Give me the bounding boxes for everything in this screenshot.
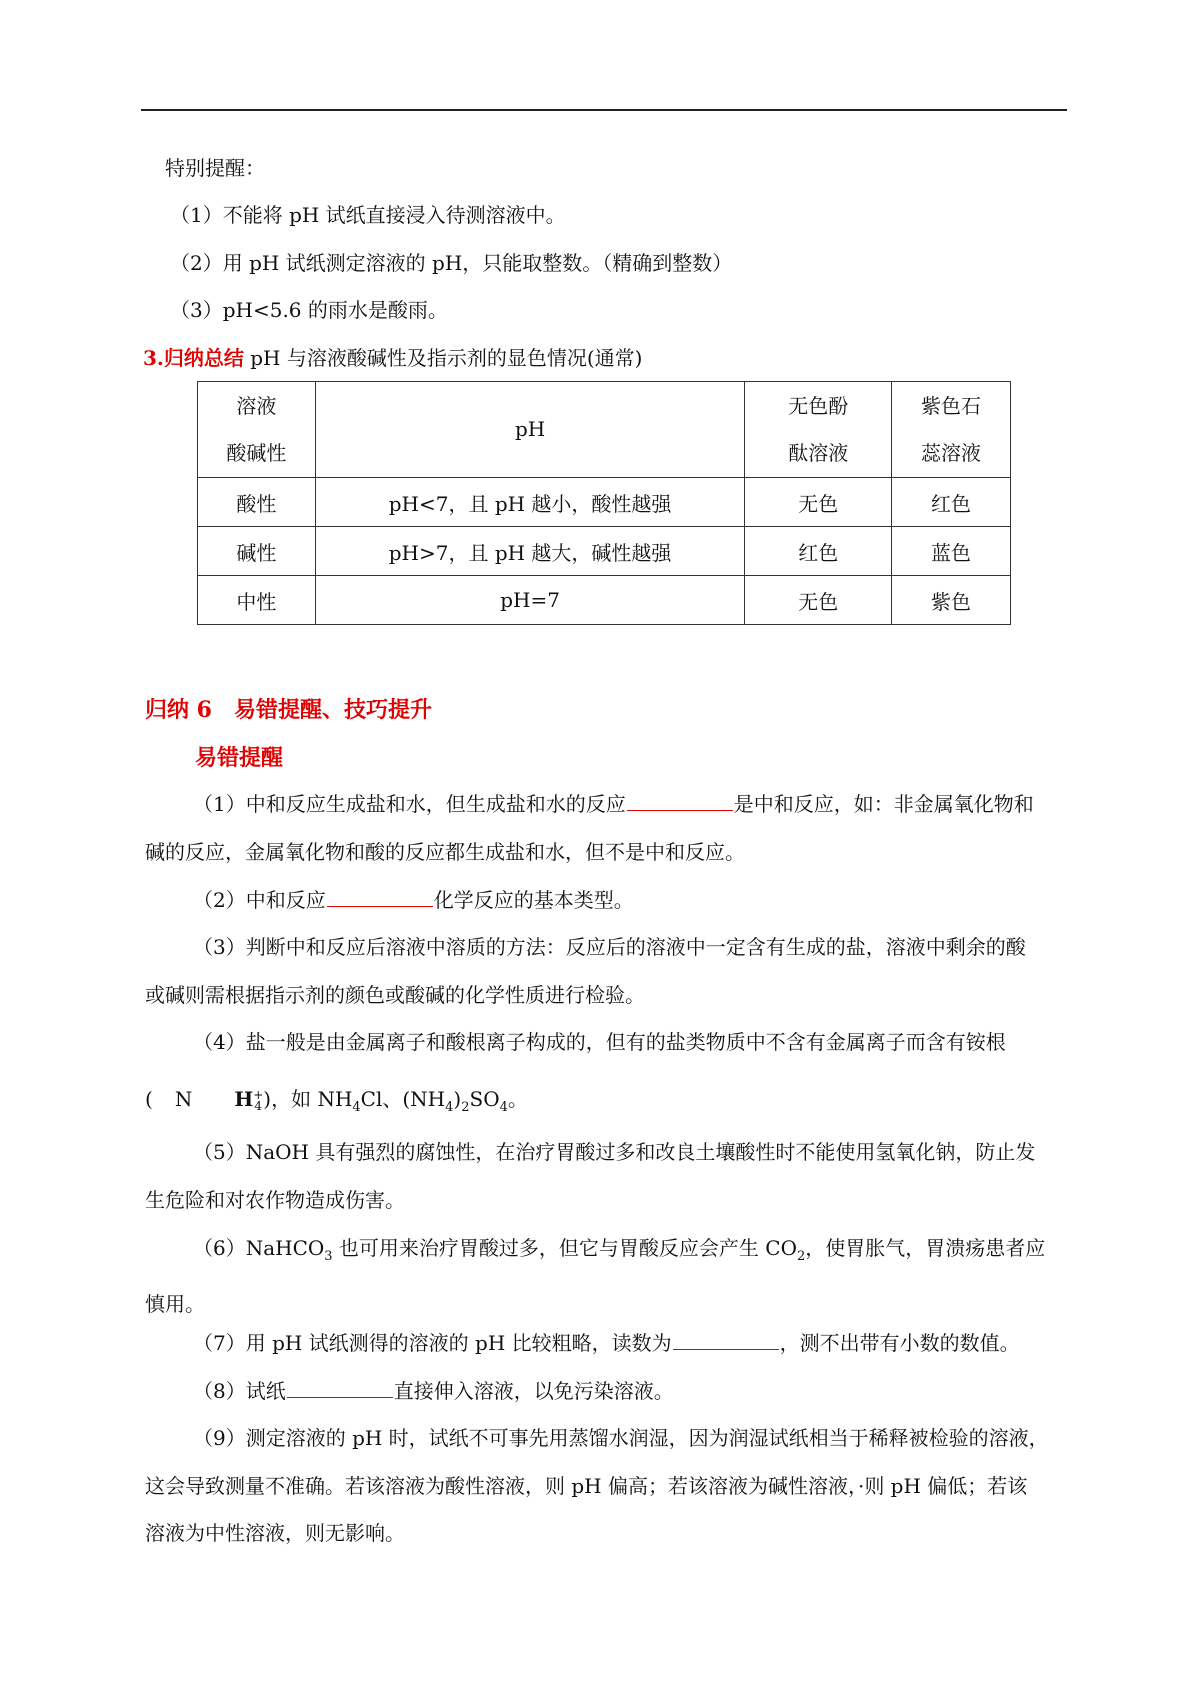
table-row [198,576,1011,625]
item-2: （2）中和反应 化学反应的基本类型。 [193,888,634,912]
item-4-formula: ( N H+ 4)，如 $NH_4Cl$、$(NH_4)_2SO_4$。 [145,1087,528,1115]
item-7: （7）用 pH 试纸测得的溶液的 pH 比较粗略，读数为 ，测不出带有小数的数值。 [193,1331,1020,1355]
cell: 无色 [745,576,892,625]
item-4: （4）盐一般是由金属离子和酸根离子构成的，但有的盐类物质中不含有金属离子而含有铵根 [193,1030,1006,1054]
header-cell: pH [315,382,744,478]
cell: pH=7 [315,576,744,625]
summary-label: 3.归纳总结 [143,346,244,370]
reminder-title: 特别提醒： [165,156,265,180]
reminder-item: （1）不能将 pH 试纸直接浸入待测溶液中。 [170,203,566,227]
cell: 酸性 [198,478,316,527]
answer-blank[interactable] [673,1329,779,1350]
cell: pH>7，且 pH 越大，碱性越强 [315,527,744,576]
cell: 红色 [745,527,892,576]
reminder-item: （2）用 pH 试纸测定溶液的 pH，只能取整数。（精确到整数） [170,251,733,275]
section-title: 归纳 6 易错提醒、技巧提升 [145,697,432,723]
cell: 无色 [745,478,892,527]
summary-text: pH 与溶液酸碱性及指示剂的显色情况(通常) [243,346,643,370]
item-1: （1）中和反应生成盐和水，但生成盐和水的反应 是中和反应，如：非金属氧化物和 碱的反应，金属氧化物和酸的反应都生成盐和水，但不是中和反应。 [145,792,1034,864]
answer-blank[interactable] [627,790,733,811]
header-rule [141,109,1067,111]
header-cell: 溶液 酸碱性 [198,382,316,478]
answer-blank[interactable] [327,886,433,907]
table-header-row [198,382,1011,478]
item-5: （5）NaOH 具有强烈的腐蚀性，在治疗胃酸过多和改良土壤酸性时不能使用氢氧化钠，防止发 生危险和对农作物造成伤害。 [145,1140,1036,1212]
item-9: （9）测定溶液的 pH 时，试纸不可事先用蒸馏水润湿，因为润湿试纸相当于稀释被检验的溶液， 这会导致测量不准确。若该溶液为酸性溶液，则 pH 偏高；若该溶液为碱性溶液，·则 pH 偏低；若该 溶液为中性溶液，则无影响。 [145,1426,1049,1546]
summary-heading [143,344,642,372]
cell: 紫色 [892,576,1011,625]
cell: 蓝色 [892,527,1011,576]
item-8: （8）试纸 直接伸入溶液，以免污染溶液。 [193,1379,674,1403]
cell: 红色 [892,478,1011,527]
answer-blank[interactable] [287,1377,393,1398]
header-cell: 无色酚 酞溶液 [745,382,892,478]
table-row [198,478,1011,527]
table-row [198,527,1011,576]
item-6: （6）NaHCO$_3$ 也可用来治疗胃酸过多，但它与胃酸反应会产生 $CO_2$，使胃胀气，胃溃疡患者应 慎用。 [145,1236,1046,1316]
section-subtitle: 易错提醒 [195,745,284,771]
cell: 中性 [198,576,316,625]
item-3: （3）判断中和反应后溶液中溶质的方法：反应后的溶液中一定含有生成的盐，溶液中剩余的酸 或碱则需根据指示剂的颜色或酸碱的化学性质进行检验。 [145,935,1026,1007]
header-cell: 紫色石 蕊溶液 [892,382,1011,478]
ph-indicator-table [197,381,1011,625]
cell: pH<7，且 pH 越小，酸性越强 [315,478,744,527]
cell: 碱性 [198,527,316,576]
reminder-item: （3）pH<5.6 的雨水是酸雨。 [170,298,448,322]
